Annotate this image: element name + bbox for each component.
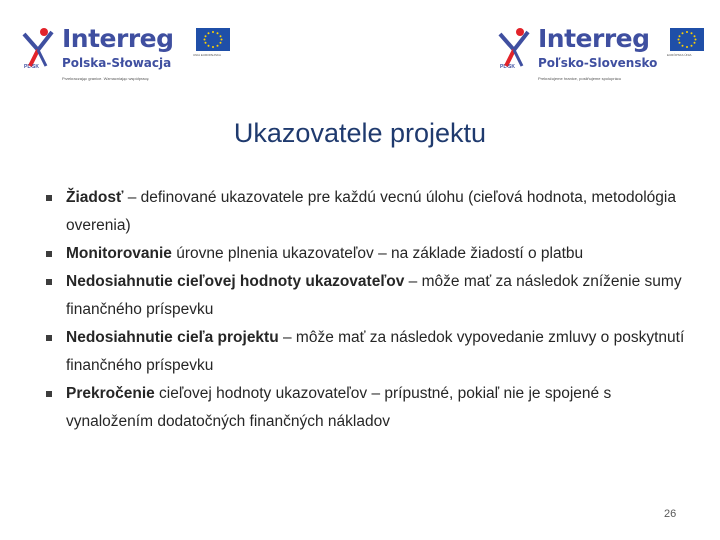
bullet-keyword: Nedosiahnutie cieľovej hodnoty ukazovateľov: [66, 273, 405, 290]
programme-name: Poľsko-Slovensko: [538, 56, 658, 70]
bullet-text: – môže mať za následok zníženie sumy finančného príspevku: [66, 273, 682, 318]
programme-name: Polska-Słowacja: [62, 56, 172, 70]
bullet-square-icon: [46, 251, 52, 257]
eu-caption: EURÓPSKA ÚNIA: [667, 53, 692, 57]
bullet-square-icon: [46, 195, 52, 201]
badge-pl-sk: PL-SK: [24, 64, 39, 70]
programme-tagline: Przekraczając granice. Wzmacniając współpracę: [62, 76, 149, 81]
bullet-list: [46, 184, 686, 436]
eu-caption: UNIA EUROPEJSKA: [193, 53, 222, 57]
bullet-keyword: Monitorovanie: [66, 245, 172, 262]
bullet-square-icon: [46, 279, 52, 285]
bullet-text: – definované ukazovatele pre každú vecnú úlohu (cieľová hodnota, metodológia overenia): [66, 189, 676, 234]
brand-name: Interreg: [62, 24, 174, 53]
brand-name: Interreg: [538, 24, 650, 53]
bullet-keyword: Žiadosť: [66, 189, 124, 206]
bullet-square-icon: [46, 391, 52, 397]
slide-title: Ukazovatele projektu: [233, 118, 487, 148]
bullet-item: [46, 380, 686, 436]
bullet-item: [46, 324, 686, 380]
bullet-text: úrovne plnenia ukazovateľov – na základe žiadostí o platbu: [171, 245, 584, 262]
page-number: 26: [664, 508, 677, 520]
eu-flag-icon: [196, 28, 230, 51]
bullet-keyword: Nedosiahnutie cieľa projektu: [66, 329, 279, 346]
bullet-keyword: Prekročenie: [66, 385, 155, 402]
bullet-text: – môže mať za následok vypovedanie zmluvy o poskytnutí finančného príspevku: [66, 329, 685, 374]
interreg-logo-pl-sk-slovak: [494, 24, 712, 88]
bullet-text: cieľovej hodnoty ukazovateľov – prípustné, pokiaľ nie je spojené s vynaložením dodatočných finančných nákladov: [66, 385, 612, 430]
badge-pl-sk: PL-SK: [500, 64, 515, 70]
bullet-item: [46, 240, 686, 268]
programme-tagline: Prekračujeme hranice, posilňujeme spoluprácu: [538, 76, 622, 81]
bullet-square-icon: [46, 335, 52, 341]
eu-flag-icon: [670, 28, 704, 51]
interreg-logo-pl-sk: [18, 24, 248, 88]
bullet-item: [46, 184, 686, 240]
bullet-item: [46, 268, 686, 324]
